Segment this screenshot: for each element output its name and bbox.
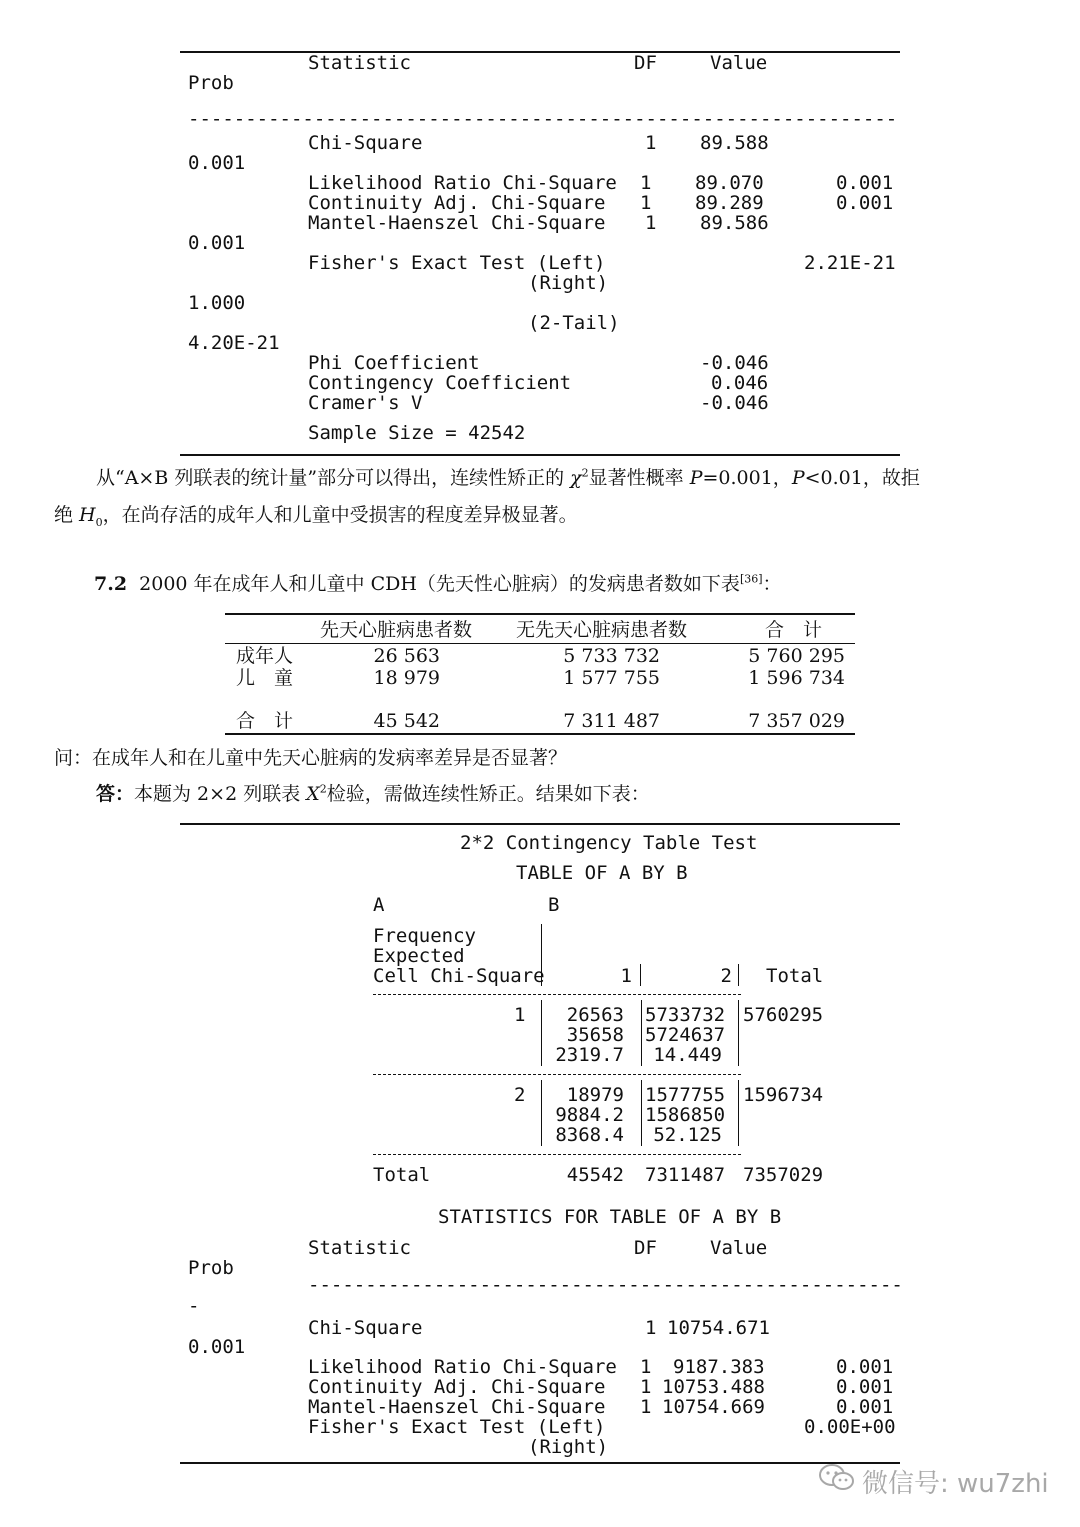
- fisher-2tail-label: (2-Tail): [528, 312, 620, 334]
- stat-value: 10754.669: [662, 1396, 765, 1418]
- fisher-right-value: 1.000: [188, 292, 246, 314]
- stat-name: Likelihood Ratio Chi-Square: [308, 1356, 617, 1378]
- phi-label: Phi Coefficient: [308, 352, 480, 374]
- cell-value: 52.125: [653, 1124, 722, 1146]
- cell-value: 2319.7: [555, 1044, 624, 1066]
- sas-bottom-rule: [180, 1462, 900, 1464]
- stat-df: 1: [640, 1376, 652, 1398]
- table-cell: 7 357 029: [748, 710, 845, 732]
- top-rule: [180, 51, 900, 53]
- table-cell: 1 577 755: [563, 667, 660, 689]
- grid-vline: [641, 1080, 642, 1146]
- table-header: 无先天心脏病患者数: [516, 619, 688, 641]
- grid-separator: [373, 1154, 741, 1155]
- stat-prob: 0.001: [836, 1356, 894, 1378]
- var-b-label: B: [548, 894, 560, 916]
- cell-value: 35658: [566, 1024, 624, 1046]
- contingency-value: 0.046: [711, 372, 769, 394]
- stat-df: 1: [640, 1396, 652, 1418]
- stat-df: 1: [645, 1317, 657, 1339]
- dash-single: -: [188, 1295, 200, 1317]
- answer-text: 答：本题为 2×2 列联表 $X^2$检验，需做连续性矫正。结果如下表：: [96, 782, 650, 805]
- table-row-label: 合 计: [236, 710, 294, 732]
- dash-separator: ----------------------------------------------------: [308, 1274, 903, 1296]
- stat-value: 89.588: [700, 132, 769, 154]
- grid-vline: [641, 1000, 642, 1066]
- header-statistic: Statistic: [308, 52, 411, 74]
- table-bottom-rule: [225, 733, 855, 735]
- total-cell: 7311487: [645, 1164, 726, 1186]
- stat-name: Continuity Adj. Chi-Square: [308, 192, 606, 214]
- cell-value: 1577755: [645, 1084, 726, 1106]
- grid-vline: [541, 1080, 542, 1146]
- stat-prob: 0.001: [188, 1336, 246, 1358]
- paragraph-line: 从“A×B 列联表的统计量”部分可以得出，连续性矫正的 $\chi^2$显著性概率 P=0.001，P<0.01，故拒: [96, 466, 920, 489]
- header-prob: Prob: [188, 72, 234, 94]
- col-header: 1: [620, 965, 632, 987]
- col-header: 2: [720, 965, 732, 987]
- stat-name: Mantel-Haenszel Chi-Square: [308, 212, 606, 234]
- table-cell: 26 563: [373, 645, 440, 667]
- table-cell: 1 596 734: [748, 667, 845, 689]
- stat-value: 89.289: [695, 192, 764, 214]
- table-cell: 5 760 295: [748, 645, 845, 667]
- header-df: DF: [634, 52, 657, 74]
- stat-prob: 0.001: [836, 172, 894, 194]
- grid-vline: [738, 1080, 739, 1146]
- table-cell: 5 733 732: [563, 645, 660, 667]
- grid-separator: [373, 994, 741, 995]
- stat-df: 1: [645, 212, 657, 234]
- sas-title: 2*2 Contingency Table Test: [460, 832, 758, 854]
- sample-size: Sample Size = 42542: [308, 422, 526, 444]
- cramer-label: Cramer's V: [308, 392, 423, 414]
- cell-value: 9884.2: [555, 1104, 624, 1126]
- table-cell: 7 311 487: [563, 710, 660, 732]
- stat-df: 1: [645, 132, 657, 154]
- fisher-left-value: 2.21E-21: [804, 252, 896, 274]
- contingency-label: Contingency Coefficient: [308, 372, 572, 394]
- watermark: [818, 1462, 1049, 1501]
- table-row-label: 成年人: [236, 645, 294, 667]
- cell-value: 5724637: [645, 1024, 726, 1046]
- stat-name: Mantel-Haenszel Chi-Square: [308, 1396, 606, 1418]
- row-label: 2: [514, 1084, 526, 1106]
- table-cell: 18 979: [373, 667, 440, 689]
- cell-label-frequency: Frequency: [373, 925, 476, 947]
- stat-value: 10753.488: [662, 1376, 765, 1398]
- cell-label-expected: Expected: [373, 945, 465, 967]
- fisher-right-label: (Right): [528, 272, 609, 294]
- table-header: 先天心脏病患者数: [320, 619, 473, 641]
- cell-value: 26563: [566, 1004, 624, 1026]
- stat-name: Chi-Square: [308, 132, 423, 154]
- stat-prob: 0.001: [836, 1396, 894, 1418]
- grid-vline: [541, 924, 542, 986]
- row-total: 5760295: [743, 1004, 824, 1026]
- stat-name: Continuity Adj. Chi-Square: [308, 1376, 606, 1398]
- header-prob: Prob: [188, 1257, 234, 1279]
- stat-value: 10754.671: [667, 1317, 770, 1339]
- col-header-total: Total: [766, 965, 824, 987]
- grid-vline: [640, 964, 641, 986]
- sas-subtitle: TABLE OF A BY B: [516, 862, 688, 884]
- stat-value: 89.070: [695, 172, 764, 194]
- stats-title: STATISTICS FOR TABLE OF A BY B: [438, 1206, 782, 1228]
- cell-value: 18979: [566, 1084, 624, 1106]
- stat-df: 1: [640, 1356, 652, 1378]
- phi-value: -0.046: [700, 352, 769, 374]
- grid-vline: [738, 1000, 739, 1066]
- header-statistic: Statistic: [308, 1237, 411, 1259]
- total-row-label: Total: [373, 1164, 431, 1186]
- stat-prob: 0.001: [836, 192, 894, 214]
- cell-value: 5733732: [645, 1004, 726, 1026]
- bottom-rule: [180, 454, 900, 456]
- stat-prob: 0.001: [188, 152, 246, 174]
- table-header: 合 计: [765, 619, 823, 641]
- stat-df: 1: [640, 172, 652, 194]
- cell-value: 1586850: [645, 1104, 726, 1126]
- header-value: Value: [710, 52, 768, 74]
- row-label: 1: [514, 1004, 526, 1026]
- fisher-label: Fisher's Exact Test (Left): [308, 1416, 606, 1438]
- stat-name: Likelihood Ratio Chi-Square: [308, 172, 617, 194]
- stat-name: Chi-Square: [308, 1317, 423, 1339]
- wechat-icon: [818, 1462, 856, 1501]
- fisher-label: Fisher's Exact Test (Left): [308, 252, 606, 274]
- table-cell: 45 542: [373, 710, 440, 732]
- dash-separator: --------------------------------------------------------------: [188, 108, 898, 130]
- stat-prob: 0.001: [836, 1376, 894, 1398]
- grid-separator: [373, 1074, 741, 1075]
- table-top-rule: [225, 613, 855, 615]
- total-cell: 45542: [566, 1164, 624, 1186]
- fisher-2tail-value: 4.20E-21: [188, 332, 280, 354]
- fisher-left-value: 0.00E+00: [804, 1416, 896, 1438]
- question-text: 问：在成年人和在儿童中先天心脏病的发病率差异是否显著？: [54, 747, 568, 769]
- watermark-text: 微信号: wu7zhi: [862, 1469, 1049, 1499]
- var-a-label: A: [373, 894, 385, 916]
- cell-value: 14.449: [653, 1044, 722, 1066]
- paragraph-line: 绝 $H_0$，在尚存活的成年人和儿童中受损害的程度差异极显著。: [54, 504, 578, 529]
- stat-value: 9187.383: [673, 1356, 765, 1378]
- fisher-right-label: (Right): [528, 1436, 609, 1458]
- header-df: DF: [634, 1237, 657, 1259]
- row-total: 1596734: [743, 1084, 824, 1106]
- cell-label-cellchisq: Cell Chi-Square: [373, 965, 545, 987]
- grid-vline: [541, 1000, 542, 1066]
- header-value: Value: [710, 1237, 768, 1259]
- sas-top-rule: [180, 823, 900, 825]
- table-row-label: 儿 童: [236, 667, 294, 689]
- stat-df: 1: [640, 192, 652, 214]
- grid-vline: [738, 964, 739, 986]
- question-heading: 7.2 2000 年在成年人和儿童中 CDH（先天性心脏病）的发病患者数如下表[36]：: [94, 572, 782, 595]
- cell-value: 8368.4: [555, 1124, 624, 1146]
- grand-total: 7357029: [743, 1164, 824, 1186]
- stat-prob: 0.001: [188, 232, 246, 254]
- stat-value: 89.586: [700, 212, 769, 234]
- cramer-value: -0.046: [700, 392, 769, 414]
